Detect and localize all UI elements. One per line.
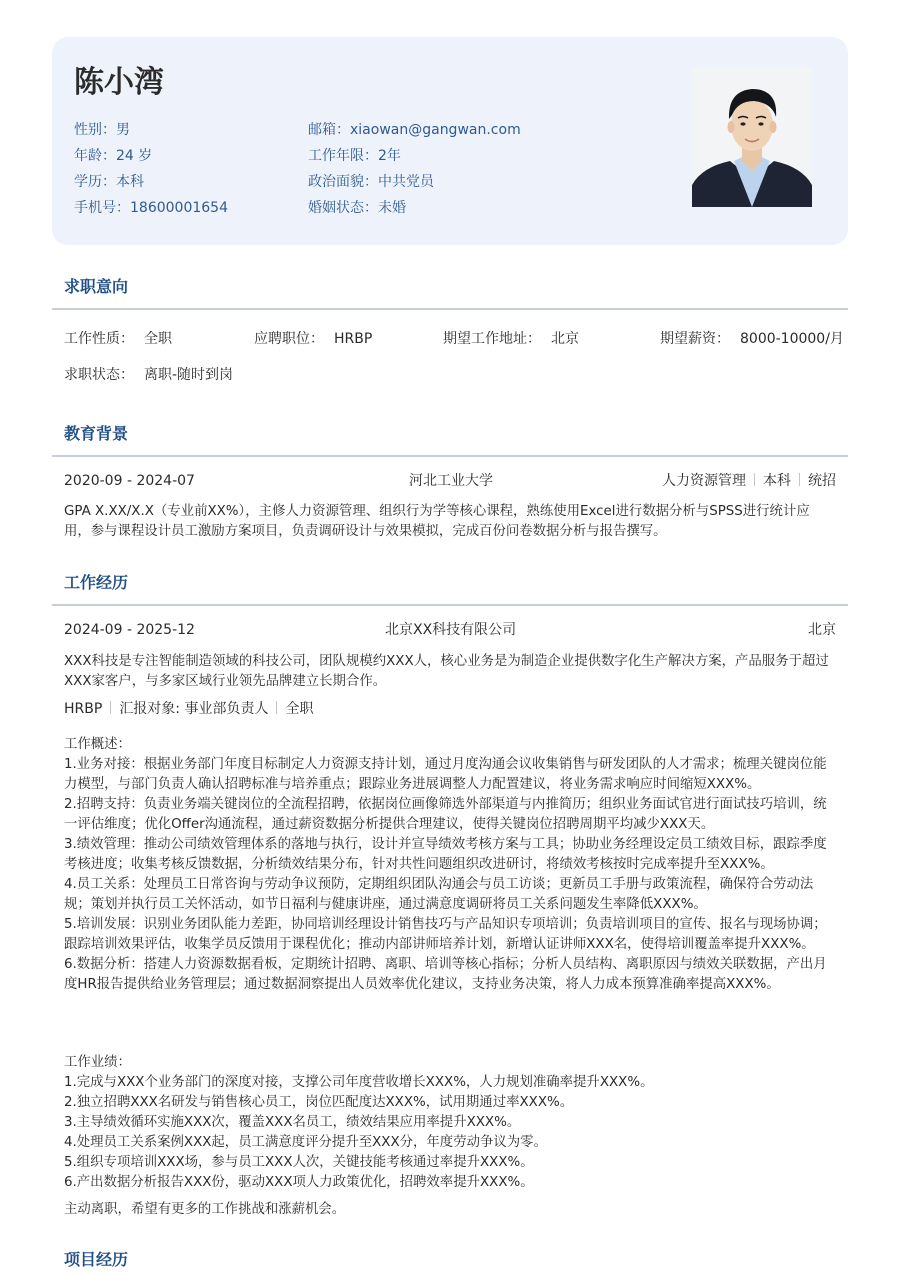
work-leave-reason: 主动离职，希望有更多的工作挑战和涨薪机会。 xyxy=(64,1202,346,1217)
work-role: HRBP xyxy=(64,701,103,717)
overview-item: 4.员工关系：处理员工日常咨询与劳动争议预防，定期组织团队沟通会与员工访谈；更新员工手册与政策流程，确保符合劳动法规；策划并执行员工关怀活动，如节日福利与健康讲座，通过满意度调研将员工关系问题发生率降低XXX%。 xyxy=(64,877,814,912)
section-divider xyxy=(52,308,848,310)
info-work-years: 工作年限：2年 xyxy=(308,148,401,164)
section-title-intent: 求职意向 xyxy=(64,277,129,296)
work-overview-title: 工作概述： xyxy=(64,737,131,752)
work-company-intro: XXX科技是专注智能制造领域的科技公司，团队规模约XXX人，核心业务是为制造企业提供数字化生产解决方案，产品服务于超过XXX家客户，与多家区域行业领先品牌建立长期合作。 xyxy=(64,654,829,689)
tag-separator xyxy=(110,701,111,714)
education-major: 人力资源管理 xyxy=(662,473,746,489)
section-divider xyxy=(52,604,848,606)
achievement-item: 5.组织专项培训XXX场，参与员工XXX人次，关键技能考核通过率提升XXX%。 xyxy=(64,1155,534,1170)
tag-separator xyxy=(754,473,755,486)
intent-location: 期望工作地址： 北京 xyxy=(443,331,579,347)
education-school: 河北工业大学 xyxy=(409,473,493,489)
overview-item: 1.业务对接：根据业务部门年度目标制定人力资源支持计划，通过月度沟通会议收集销售与研发团队的人才需求；梳理关键岗位能力模型，与部门负责人确认招聘标准与培养重点；跟踪业务进展调整人力配置建议，将业务需求响应时间缩短XXX%。 xyxy=(64,757,827,792)
overview-item: 3.绩效管理：推动公司绩效管理体系的落地与执行，设计并宣导绩效考核方案与工具；协助业务经理设定员工绩效目标，跟踪季度考核进度；收集考核反馈数据，分析绩效结果分布，针对共性问题组织改进研讨，将绩效考核按时完成率提升至XXX%。 xyxy=(64,837,827,872)
work-report-to: 汇报对象: 事业部负责人 xyxy=(119,701,269,717)
education-tags xyxy=(662,472,836,490)
achievement-item: 4.处理员工关系案例XXX起，员工满意度评分提升至XXX分，年度劳动争议为零。 xyxy=(64,1135,547,1150)
work-job-type: 全职 xyxy=(285,701,314,717)
profile-header-card xyxy=(52,37,848,245)
section-title-project: 项目经历 xyxy=(64,1250,129,1269)
achievement-item: 2.独立招聘XXX名研发与销售核心员工，岗位匹配度达XXX%，试用期通过率XXX%。 xyxy=(64,1095,574,1110)
education-degree: 本科 xyxy=(763,473,791,489)
profile-photo xyxy=(692,67,812,207)
section-title-work: 工作经历 xyxy=(64,573,129,592)
education-description: GPA X.XX/X.X（专业前XX%），主修人力资源管理、组织行为学等核心课程，熟练使用Excel进行数据分析与SPSS进行统计应用，参与课程设计员工激励方案项目，负责调研设计与效果模拟，完成百份问卷数据分析与报告撰写。 xyxy=(64,504,810,539)
work-overview-block xyxy=(64,735,836,995)
education-period: 2020-09 - 2024-07 xyxy=(64,473,195,489)
overview-item: 5.培训发展：识别业务团队能力差距，协同培训经理设计销售技巧与产品知识专项培训；负责培训项目的宣传、报名与现场协调；跟踪培训效果评估，收集学员反馈用于课程优化；推动内部讲师培养计划，新增认证讲师XXX名，使得培训覆盖率提升XXX%。 xyxy=(64,917,827,952)
intent-job-type: 工作性质： 全职 xyxy=(64,331,172,347)
work-city: 北京 xyxy=(808,622,836,638)
work-achievements-block xyxy=(64,1053,836,1193)
achievement-item: 6.产出数据分析报告XXX份，驱动XXX项人力政策优化，招聘效率提升XXX%。 xyxy=(64,1175,534,1190)
education-type: 统招 xyxy=(808,473,836,489)
portrait-image xyxy=(692,67,812,207)
overview-item: 2.招聘支持：负责业务端关键岗位的全流程招聘，依据岗位画像筛选外部渠道与内推简历；组织业务面试官进行面试技巧培训，统一评估维度；优化Offer沟通流程，通过薪资数据分析提供合理建议，使得关键岗位招聘周期平均减少XXX天。 xyxy=(64,797,827,832)
intent-status: 求职状态： 离职-随时到岗 xyxy=(64,367,234,383)
info-gender: 性别：男 xyxy=(74,122,130,138)
info-email: 邮箱：xiaowan@gangwan.com xyxy=(308,122,521,138)
work-tags xyxy=(64,700,313,718)
work-achievements-title: 工作业绩： xyxy=(64,1055,131,1070)
info-education: 学历：本科 xyxy=(74,174,144,190)
section-divider xyxy=(52,455,848,457)
info-age: 年龄：24 岁 xyxy=(74,148,153,164)
info-marital-status: 婚姻状态：未婚 xyxy=(308,200,406,216)
section-title-education: 教育背景 xyxy=(64,424,129,443)
intent-position: 应聘职位： HRBP xyxy=(254,331,373,347)
tag-separator xyxy=(799,473,800,486)
achievement-item: 1.完成与XXX个业务部门的深度对接，支撑公司年度营收增长XXX%，人力规划准确率提升XXX%。 xyxy=(64,1075,654,1090)
work-period: 2024-09 - 2025-12 xyxy=(64,622,195,638)
info-political-status: 政治面貌：中共党员 xyxy=(308,174,434,190)
candidate-name: 陈小湾 xyxy=(74,65,164,100)
tag-separator xyxy=(276,701,277,714)
achievement-item: 3.主导绩效循环实施XXX次，覆盖XXX名员工，绩效结果应用率提升XXX%。 xyxy=(64,1115,521,1130)
info-phone: 手机号：18600001654 xyxy=(74,200,228,216)
intent-salary: 期望薪资： 8000-10000/月 xyxy=(660,331,844,347)
work-company: 北京XX科技有限公司 xyxy=(385,622,517,638)
overview-item: 6.数据分析：搭建人力资源数据看板，定期统计招聘、离职、培训等核心指标；分析人员结构、离职原因与绩效关联数据，产出月度HR报告提供给业务管理层；通过数据洞察提出人员效率优化建议，支持业务决策，将人力成本预算准确率提高XXX%。 xyxy=(64,957,827,992)
